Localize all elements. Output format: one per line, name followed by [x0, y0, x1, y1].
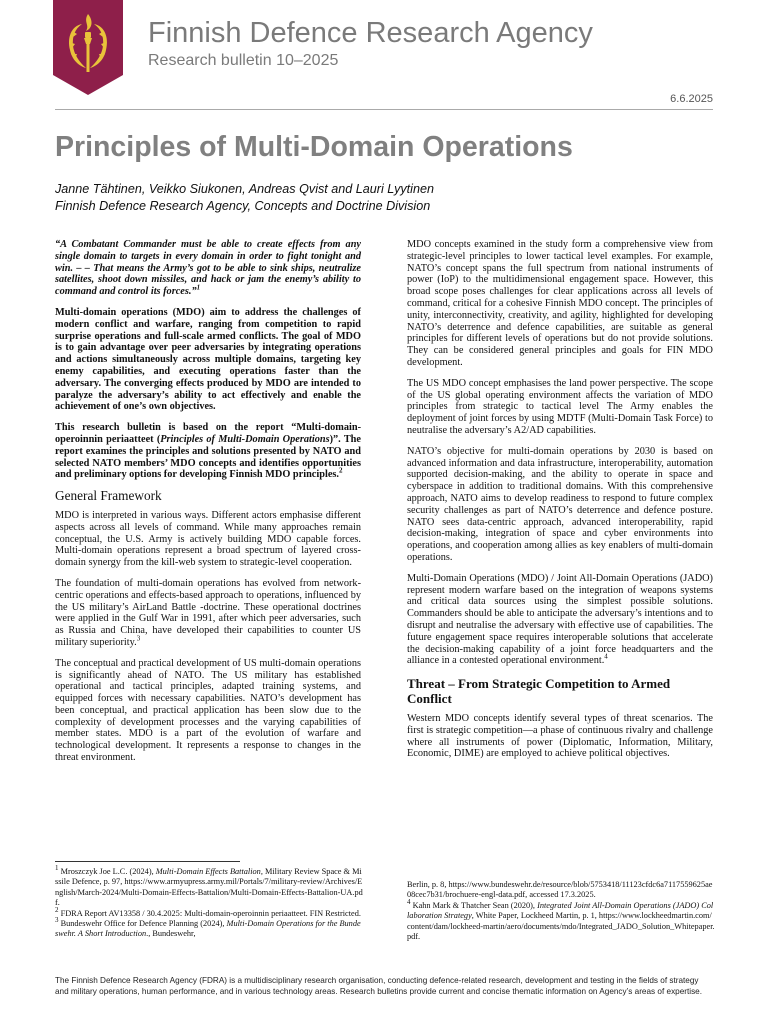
- agency-crest-logo: [53, 0, 123, 95]
- affiliation: Finnish Defence Research Agency, Concepts and Doctrine Division: [55, 199, 431, 213]
- header-divider: [55, 109, 713, 110]
- footnotes-left: [55, 864, 363, 940]
- body-paragraph: The US MDO concept emphasises the land power perspective. The scope of the US global operating environment affects the variation of MDO principles from strategic to tactical level The Army enables the deployment of joint forces by using MDTF (Multi-Domain Task Force) to neutralise the adversary’s A2/AD capabilities.: [407, 377, 713, 436]
- footnote-ref: 3: [136, 634, 141, 643]
- opening-quote: “A Combatant Commander must be able to create effects from any single domain to targets in every domain in order to fight tonight and win. – – That means the Army’s got to be able to sink ships, neutralize satellites, shoot down missiles, and hack or jam the enemy’s ability to command and control its forces.”$^1$: [55, 239, 361, 298]
- lead-paragraph-report: This research bulletin is based on the report “Multi-domain-operoinnin periaatteet (Principles of Multi-Domain Operations)”. The report examines the principles and solutions presented by NATO and selected NATO members’ MDO concepts and identifies opportunities and preliminary options for developing Finnish MDO principles.$^2$: [55, 422, 361, 481]
- footnote-1: $^1$ Mroszczyk Joe L.C. (2024), Multi-Domain Effects Battalion, Military Review Space & Missile Defence, p. 97, https://www.armyupress.army.mil/Portals/7/military-review/Archives/English/March-2024/Multi-Domain-Effects-Battalion/Multi-Domain-Effects-Battalion-UA.pdf.: [55, 864, 363, 908]
- body-paragraph: Multi-Domain Operations (MDO) / Joint All-Domain Operations (JADO) represent modern warfare based on the integration of weapons systems and critical data sources using the simplest possible solutions. Commanders should be able to anticipate the adversary’s intentions and to disrupt and neutralise the adversary with effective use of capabilities. The future engagement space requires interoperable solutions that accelerate the decision-making capability of a joint force headquarters and the alliance in a contested operational environment.$^4$: [407, 572, 713, 667]
- footnote-3: $^3$ Bundeswehr Office for Defence Planning (2024), Multi-Domain Operations for the Bundeswehr. A Short Introduction., Bundeswehr,: [55, 916, 361, 939]
- footnotes-right: [407, 880, 715, 942]
- body-paragraph: The foundation of multi-domain operations has evolved from network-centric operations and effects-based approach to operations, influenced by the US military’s AirLand Battle -doctrine. These operational doctrines were applied in the Gulf War in 1991, after which peer adversaries, such as Russia and China, have developed their capabilities to counter US military superiority.$^3$: [55, 577, 361, 648]
- footnote-ref: 4: [604, 652, 608, 661]
- footnote-2: $^2$ FDRA Report AV13358 / 30.4.2025: Multi-domain-operoinnin periaatteet. FIN Restricted.: [55, 905, 361, 918]
- lead-paragraph: Multi-domain operations (MDO) aim to address the challenges of modern conflict and warfare, ranging from competition to rapid surprise operations and full-scale armed conflicts. The goal of MDO is to gain advantage over peer adversaries by integrating operations and actions simultaneously across multiple domains, targeting key enemy capabilities, and executing operations faster than the adversary. The converging effects produced by MDO are intended to paralyze the adversary’s ability to act effectively and enable the achievement of one’s own objectives.: [55, 306, 361, 413]
- body-paragraph: The conceptual and practical development of US multi-domain operations is significantly ahead of NATO. The US military has established operational and tactical principles, adapted training systems, and equipped forces with necessary capabilities. NATO’s development has been conceptual, and practical application has been slow due to the complexity of development processes and the varying capabilities of member states. MDO is a part of the evolution of warfare and technological development. It represents a response to changes in the threat environment.: [55, 657, 361, 764]
- body-paragraph: NATO’s objective for multi-domain operations by 2030 is based on advanced information and data infrastructure, interoperability, automation supported decision-making, and the ability to operate in space and cyberspace in addition to traditional domains. With this comprehensive approach, NATO aims to develop readiness to respond to future complex security challenges as part of NATO’s deterrence and defence posture. NATO sees data-centric approach, advanced interoperability, rapid decision-making, integration of space and cyber environments into operations, and cooperation among allies as key enablers of multi-domain operations.: [407, 445, 713, 563]
- footnote-divider: [55, 861, 240, 862]
- agency-name: Finnish Defence Research Agency: [148, 17, 593, 49]
- section-heading-general-framework: General Framework: [55, 488, 162, 504]
- body-paragraph: MDO concepts examined in the study form a comprehensive view from strategic-level principles to lower tactical level examples. For example, NATO’s concept spans the full spectrum from national instruments of power (IoP) to the multidimensional engagement space. However, this broad scope poses challenges for clear applications across all levels of command, critical for a cohesive Finnish MDO concept. The principles of unity, interconnectivity, creativity, and agility, highlighted for developing NATO’s deterrence and defence capabilities, are suitable as general principles for different levels of operations but do not provide solutions. They can be considered general principles and goals for FIN MDO development.: [407, 239, 713, 368]
- agency-footer: The Finnish Defence Research Agency (FDRA) is a multidisciplinary research organisation, conducting defence-related research, development and testing in the fields of strategy and military operations, human performance, and in various technology areas. Research bulletins provide current and concise thematic information on Agency’s areas of expertise.: [55, 976, 703, 996]
- right-column: [407, 239, 713, 769]
- body-paragraph: Western MDO concepts identify several types of threat scenarios. The first is strategic competition—a phase of continuous rivalry and challenge where all instruments of power (Diplomatic, Information, Military, Economic, DIME) are employed to achieve political objectives.: [407, 713, 713, 760]
- authors: Janne Tähtinen, Veikko Siukonen, Andreas Qvist and Lauri Lyytinen: [55, 182, 434, 196]
- footnote-4: $^4$ Kahn Mark & Thatcher Sean (2020), Integrated Joint All-Domain Operations (JADO) Collaboration Strategy, White Paper, Lockheed Martin, p. 1, https://www.lockheedmartin.com/content/dam/lockheed-martin/aero/documents/mdo/Integrated_JADO_Solution_Whitepaper.pdf.: [407, 898, 715, 942]
- section-heading-threat: Threat – From Strategic Competition to Armed Conflict: [407, 676, 671, 707]
- footnote-ref: 2: [338, 466, 343, 475]
- left-column: [55, 239, 361, 773]
- article-title: Principles of Multi-Domain Operations: [55, 131, 573, 163]
- body-paragraph: MDO is interpreted in various ways. Different actors emphasise different aspects across all levels of command. While many approaches remain conceptual, the U.S. Army is actively building MDO capable forces. Multi-domain operations represent a broad spectrum of layered cross-domain synergy from the kill-web system to strategic-level cooperation.: [55, 509, 361, 569]
- publication-date: 6.6.2025: [670, 93, 713, 105]
- footnote-ref: 1: [196, 283, 201, 292]
- bulletin-number: Research bulletin 10–2025: [148, 52, 339, 69]
- author-block: [55, 181, 434, 215]
- footnote-3-continued: Berlin, p. 8, https://www.bundeswehr.de/resource/blob/5753418/11123cfdc6a7117559625ae08cec7b31/brochuere-engl-data.pdf, accessed 17.3.2025.: [407, 880, 713, 900]
